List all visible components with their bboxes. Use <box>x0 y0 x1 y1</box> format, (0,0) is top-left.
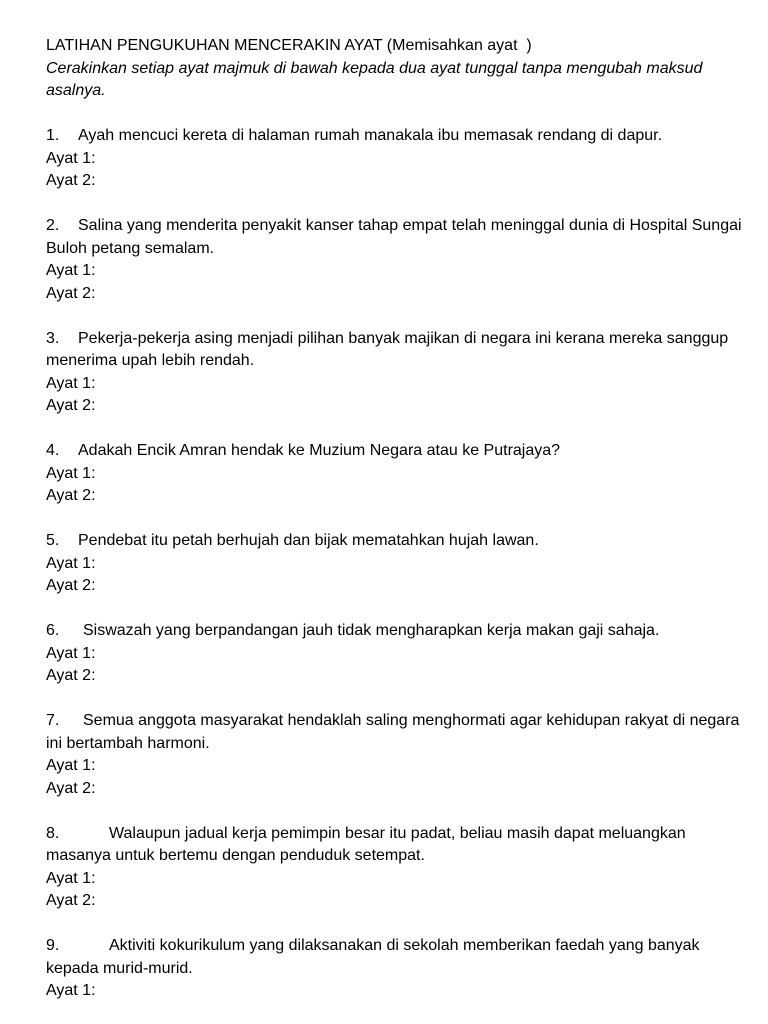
question-number: 9. <box>46 937 60 954</box>
answer-label: Ayat 1: <box>46 464 96 482</box>
answer-label: Ayat 2: <box>46 892 96 909</box>
answer-label: Ayat 1: <box>46 149 96 167</box>
question-item <box>46 125 746 193</box>
question-sentence: Aktiviti kokurikulum yang dilaksanakan di sekolah memberikan faedah yang banyak kepada murid-murid. <box>46 937 700 977</box>
question-sentence: Walaupun jadual kerja pemimpin besar itu padat, beliau masih dapat meluangkan masanya untuk bertemu dengan penduduk setempat. <box>46 824 686 864</box>
question-item <box>46 823 746 913</box>
answer-label: Ayat 2: <box>46 284 96 302</box>
answer-label: Ayat 2: <box>46 779 96 797</box>
answer-label: Ayat 1: <box>46 554 96 572</box>
question-text <box>46 710 746 755</box>
question-text <box>46 935 746 980</box>
answer-label: Ayat 2: <box>46 667 96 684</box>
worksheet-instruction: Cerakinkan setiap ayat majmuk di bawah kepada dua ayat tunggal tanpa mengubah maksud asalnya. <box>46 59 703 99</box>
answer-label: Ayat 1: <box>46 982 96 999</box>
answer-label: Ayat 2: <box>46 577 96 594</box>
question-text <box>46 440 746 463</box>
answer-label: Ayat 1: <box>46 644 96 662</box>
question-text <box>46 328 746 373</box>
question-number: 1. <box>46 127 60 144</box>
question-number: 7. <box>46 712 60 729</box>
worksheet-page <box>46 35 746 1003</box>
worksheet-heading <box>46 35 746 58</box>
question-sentence: Adakah Encik Amran hendak ke Muzium Negara atau ke Putrajaya? <box>78 442 561 459</box>
question-sentence: Salina yang menderita penyakit kanser tahap empat telah meninggal dunia di Hospital Sungai Buloh petang semalam. <box>46 217 742 257</box>
question-number: 5. <box>46 532 60 549</box>
worksheet-title: LATIHAN PENGUKUHAN MENCERAKIN AYAT <box>46 37 383 54</box>
question-item <box>46 215 746 305</box>
question-item <box>46 935 746 1003</box>
question-text <box>46 823 746 868</box>
answer-label: Ayat 1: <box>46 262 96 279</box>
answer-label: Ayat 1: <box>46 869 96 887</box>
question-text <box>46 215 746 260</box>
question-text <box>46 125 746 148</box>
question-number: 4. <box>46 442 60 459</box>
question-item <box>46 620 746 688</box>
question-item <box>46 710 746 800</box>
question-item <box>46 440 746 508</box>
worksheet-subtitle: (Memisahkan ayat ) <box>382 37 532 54</box>
question-text <box>46 620 746 643</box>
question-sentence: Pekerja-pekerja asing menjadi pilihan banyak majikan di negara ini kerana mereka sanggup menerima upah lebih rendah. <box>46 329 729 369</box>
question-text <box>46 530 746 553</box>
question-number: 3. <box>46 329 60 347</box>
question-item <box>46 530 746 598</box>
question-sentence: Siswazah yang berpandangan jauh tidak mengharapkan kerja makan gaji sahaja. <box>83 622 660 639</box>
answer-label: Ayat 1: <box>46 757 96 774</box>
question-sentence: Ayah mencuci kereta di halaman rumah manakala ibu memasak rendang di dapur. <box>78 127 663 144</box>
answer-label: Ayat 2: <box>46 487 96 504</box>
question-item <box>46 328 746 418</box>
question-sentence: Semua anggota masyarakat hendaklah saling menghormati agar kehidupan rakyat di negara ini bertambah harmoni. <box>46 712 740 752</box>
question-number: 8. <box>46 824 60 842</box>
question-list <box>46 125 746 1003</box>
answer-label: Ayat 1: <box>46 374 96 392</box>
question-number: 6. <box>46 622 60 639</box>
question-number: 2. <box>46 217 60 234</box>
answer-label: Ayat 2: <box>46 397 96 414</box>
answer-label: Ayat 2: <box>46 172 96 189</box>
question-sentence: Pendebat itu petah berhujah dan bijak mematahkan hujah lawan. <box>78 532 539 549</box>
